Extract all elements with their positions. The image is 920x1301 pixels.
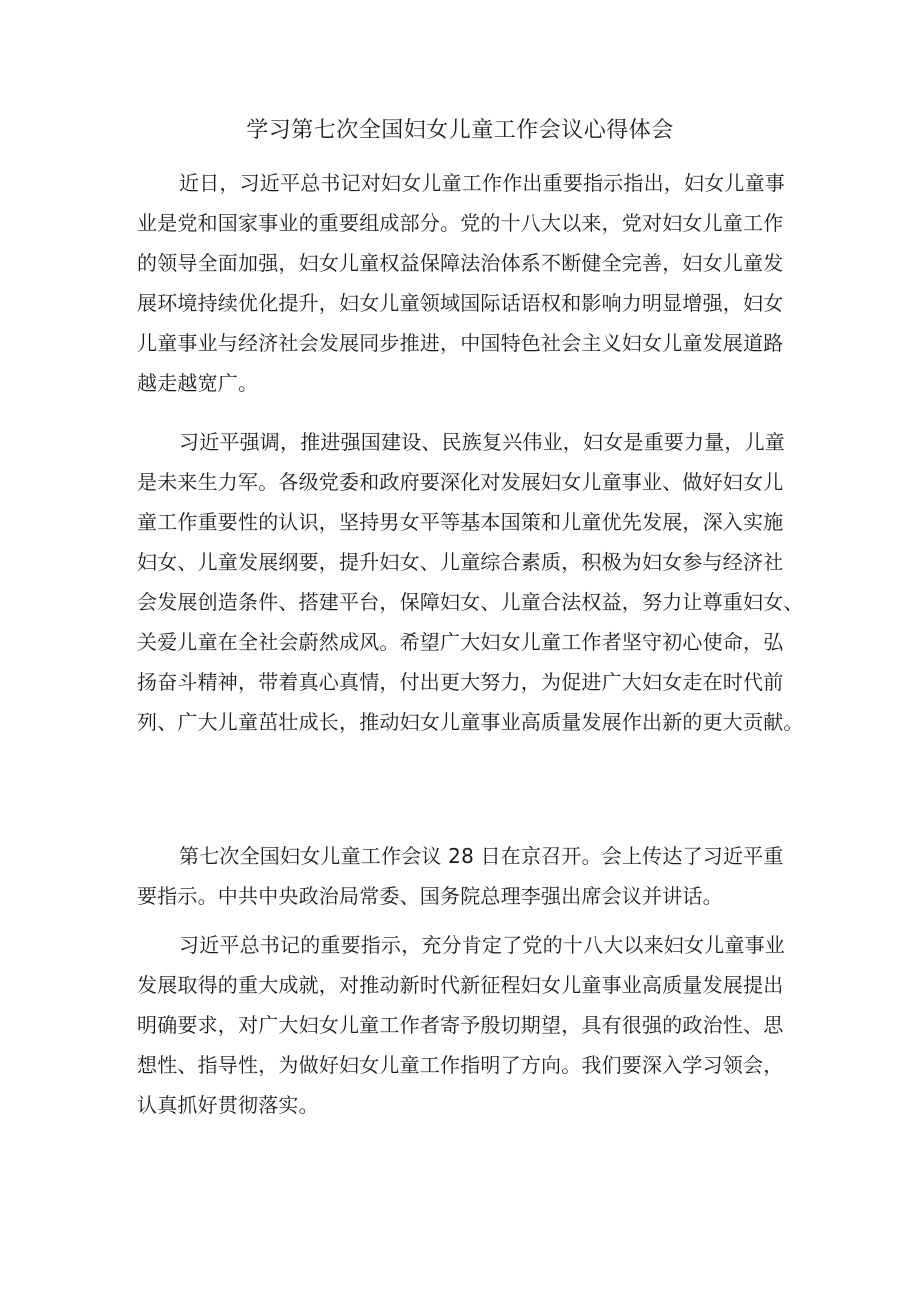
paragraph-2 (137, 422, 804, 742)
paragraph-3 (137, 836, 787, 916)
paragraph-line: 习近平强调，推进强国建设、民族复兴伟业，妇女是重要力量，儿童 (179, 430, 785, 454)
paragraph-line: 儿童事业与经济社会发展同步推进，中国特色社会主义妇女儿童发展道路 (137, 331, 784, 355)
paragraph-line: 关爱儿童在全社会蔚然成风。希望广大妇女儿童工作者坚守初心使命，弘 (137, 630, 784, 654)
paragraph-line: 越走越宽广。 (137, 371, 259, 395)
paragraph-line: 列、广大儿童茁壮成长，推动妇女儿童事业高质量发展作出新的更大贡献。 (137, 710, 804, 734)
paragraph-line: 展环境持续优化提升，妇女儿童领域国际话语权和影响力明显增强，妇女 (137, 291, 784, 315)
paragraph-line: 是未来生力军。各级党委和政府要深化对发展妇女儿童事业、做好妇女儿 (137, 470, 784, 494)
paragraph-line: 想性、指导性，为做好妇女儿童工作指明了方向。我们要深入学习领会， (137, 1053, 784, 1077)
paragraph-line: 发展取得的重大成就，对推动新时代新征程妇女儿童事业高质量发展提出 (137, 973, 784, 997)
paragraph-line: 要指示。中共中央政治局常委、国务院总理李强出席会议并讲话。 (137, 884, 723, 908)
paragraph-4 (137, 925, 787, 1125)
paragraph-line: 习近平总书记的重要指示，充分肯定了党的十八大以来妇女儿童事业 (179, 933, 785, 957)
paragraph-line: 妇女、儿童发展纲要，提升妇女、儿童综合素质，积极为妇女参与经济社 (137, 550, 784, 574)
paragraph-line: 第七次全国妇女儿童工作会议 28 日在京召开。会上传达了习近平重 (179, 844, 784, 868)
paragraph-line: 的领导全面加强，妇女儿童权益保障法治体系不断健全完善，妇女儿童发 (137, 251, 784, 275)
paragraph-line: 会发展创造条件、搭建平台，保障妇女、儿童合法权益，努力让尊重妇女、 (137, 590, 804, 614)
paragraph-line: 业是党和国家事业的重要组成部分。党的十八大以来，党对妇女儿童工作 (137, 211, 784, 235)
paragraph-line: 认真抓好贯彻落实。 (137, 1093, 319, 1117)
document-title: 学习第七次全国妇女儿童工作会议心得体会 (246, 118, 674, 143)
paragraph-1 (137, 163, 787, 403)
paragraph-line: 童工作重要性的认识，坚持男女平等基本国策和儿童优先发展，深入实施 (137, 510, 784, 534)
paragraph-line: 扬奋斗精神，带着真心真情，付出更大努力，为促进广大妇女走在时代前 (137, 670, 784, 694)
paragraph-line: 明确要求，对广大妇女儿童工作者寄予殷切期望，具有很强的政治性、思 (137, 1013, 784, 1037)
paragraph-line: 近日，习近平总书记对妇女儿童工作作出重要指示指出，妇女儿童事 (179, 171, 785, 195)
